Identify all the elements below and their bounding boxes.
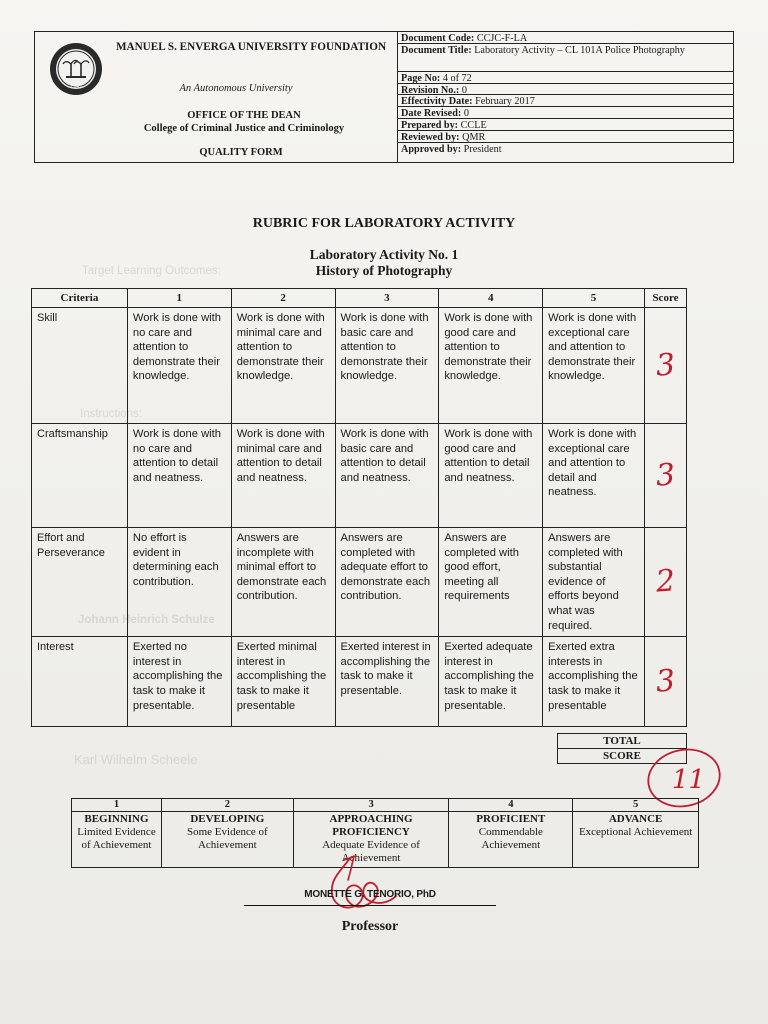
level-number: 3: [293, 799, 449, 812]
table-cell: Exerted interest in accomplishing the task to make it presentable.: [335, 637, 439, 727]
field-document-code: Document Code: CCJC-F-LA: [397, 32, 733, 44]
header-fields: [397, 32, 733, 162]
level-name: ADVANCE: [608, 813, 663, 825]
table-cell: No effort is evident in determining each contribution.: [127, 528, 231, 637]
ghost-text: Instructions:: [80, 408, 142, 420]
criteria-label: Effort and Perseverance: [32, 528, 128, 637]
level-cell: [449, 812, 573, 868]
level-desc: Some Evidence of Achievement: [186, 826, 268, 851]
rubric-row-craftsmanship: [32, 424, 687, 528]
level-number: 2: [161, 799, 293, 812]
field-date-revised: Date Revised: 0: [397, 107, 733, 119]
criteria-label: Craftsmanship: [32, 424, 128, 528]
university-name: MANUEL S. ENVERGA UNIVERSITY FOUNDATION: [115, 41, 387, 53]
level-name: DEVELOPING: [190, 813, 265, 825]
office-name: OFFICE OF THE DEAN: [187, 110, 301, 121]
level-desc: Adequate Evidence of Achievement: [322, 839, 420, 864]
rubric-header-row: [32, 289, 687, 308]
rubric-table: [31, 288, 687, 727]
field-page-no: Page No: 4 of 72: [397, 72, 733, 84]
handwritten-score: 2: [654, 563, 677, 600]
table-cell: Work is done with no care and attention to detail and neatness.: [127, 424, 231, 528]
handwritten-signature: [290, 850, 410, 920]
header-criteria: Criteria: [32, 289, 128, 308]
handwritten-total-value: 11: [672, 765, 706, 795]
rubric-row-effort: [32, 528, 687, 637]
ghost-text: Johann Heinrich Schulze: [78, 614, 215, 626]
header-level-4: 4: [439, 289, 543, 308]
rubric-row-skill: [32, 308, 687, 424]
level-number: 5: [573, 799, 699, 812]
level-cell: [161, 812, 293, 868]
field-reviewed-by: Reviewed by: QMR: [397, 131, 733, 143]
header-level-5: 5: [543, 289, 645, 308]
activity-heading: [0, 247, 768, 279]
total-label: TOTAL: [558, 734, 687, 749]
college-name: College of Criminal Justice and Criminology: [143, 122, 345, 134]
handwritten-score: 3: [654, 346, 677, 384]
table-cell: Answers are completed with substantial evidence of efforts beyond what was required.: [543, 528, 645, 637]
table-cell: Work is done with exceptional care and attention to detail and neatness.: [543, 424, 645, 528]
table-cell: Exerted extra interests in accomplishing the task to make it presentable: [543, 637, 645, 727]
level-desc: Commendable Achievement: [478, 826, 543, 851]
field-document-title: Document Title: Laboratory Activity – CL 101A Police Photography: [397, 44, 733, 72]
header-level-2: 2: [231, 289, 335, 308]
level-desc: Limited Evidence of Achievement: [77, 826, 156, 851]
level-desc: Exceptional Achievement: [578, 826, 693, 838]
activity-topic: History of Photography: [315, 263, 453, 278]
table-cell: Answers are completed with adequate effort to demonstrate each contribution.: [335, 528, 439, 637]
document-header: [34, 31, 734, 163]
level-name: BEGINNING: [84, 813, 149, 825]
university-tagline: An Autonomous University: [179, 83, 293, 94]
ghost-text: Target Learning Outcomes:: [82, 265, 221, 277]
level-number: 4: [449, 799, 573, 812]
level-number: 1: [72, 799, 162, 812]
seal-year: 1947: [69, 84, 83, 90]
table-cell: Work is done with good care and attention to detail and neatness.: [439, 424, 543, 528]
score-cell: [644, 424, 686, 528]
table-cell: Exerted adequate interest in accomplishing the task to make it presentable.: [439, 637, 543, 727]
table-cell: Answers are completed with good effort, meeting all requirements: [439, 528, 543, 637]
table-cell: Work is done with good care and attention to demonstrate their knowledge.: [439, 308, 543, 424]
ghost-text: Karl Wilhelm Scheele: [74, 752, 198, 767]
signatory-name: MONETTE G. TENORIO, PhD: [304, 889, 436, 900]
office-block: [99, 110, 389, 135]
table-cell: Exerted minimal interest in accomplishing the task to make it presentable: [231, 637, 335, 727]
handwritten-score: 3: [654, 663, 677, 700]
header-level-3: 3: [335, 289, 439, 308]
table-cell: Work is done with basic care and attention to detail and neatness.: [335, 424, 439, 528]
field-prepared-by: Prepared by: CCLE: [397, 119, 733, 131]
level-cell: [72, 812, 162, 868]
table-cell: Work is done with minimal care and attention to detail and neatness.: [231, 424, 335, 528]
field-approved-by: Approved by: President: [401, 143, 502, 155]
level-name: PROFICIENT: [476, 813, 546, 825]
score-cell: [644, 528, 686, 637]
table-cell: Work is done with basic care and attention to demonstrate their knowledge.: [335, 308, 439, 424]
document-title: RUBRIC FOR LABORATORY ACTIVITY: [252, 216, 516, 231]
field-effectivity-date: Effectivity Date: February 2017: [397, 95, 733, 107]
handwritten-score: 3: [654, 456, 677, 494]
criteria-label: Interest: [32, 637, 128, 727]
table-cell: Answers are incomplete with minimal effort to demonstrate each contribution.: [231, 528, 335, 637]
table-cell: Work is done with no care and attention to demonstrate their knowledge.: [127, 308, 231, 424]
criteria-label: Skill: [32, 308, 128, 424]
table-cell: Work is done with minimal care and attention to demonstrate their knowledge.: [231, 308, 335, 424]
levels-number-row: [72, 799, 699, 812]
rubric-row-interest: [32, 637, 687, 727]
table-cell: Work is done with exceptional care and attention to demonstrate their knowledge.: [543, 308, 645, 424]
university-seal-icon: [49, 42, 103, 96]
header-level-1: 1: [127, 289, 231, 308]
signatory-role: Professor: [341, 919, 399, 934]
field-revision-no: Revision No.: 0: [397, 84, 733, 96]
table-cell: Exerted no interest in accomplishing the task to make it presentable.: [127, 637, 231, 727]
level-name: APPROACHING PROFICIENCY: [329, 813, 413, 838]
header-score: Score: [644, 289, 686, 308]
header-left: [35, 32, 398, 162]
level-cell: [573, 812, 699, 868]
score-cell: [644, 308, 686, 424]
score-cell: [644, 637, 686, 727]
score-label: SCORE: [558, 749, 687, 764]
activity-number: Laboratory Activity No. 1: [309, 247, 459, 262]
form-type: QUALITY FORM: [199, 147, 283, 158]
signature-line: [244, 905, 496, 906]
